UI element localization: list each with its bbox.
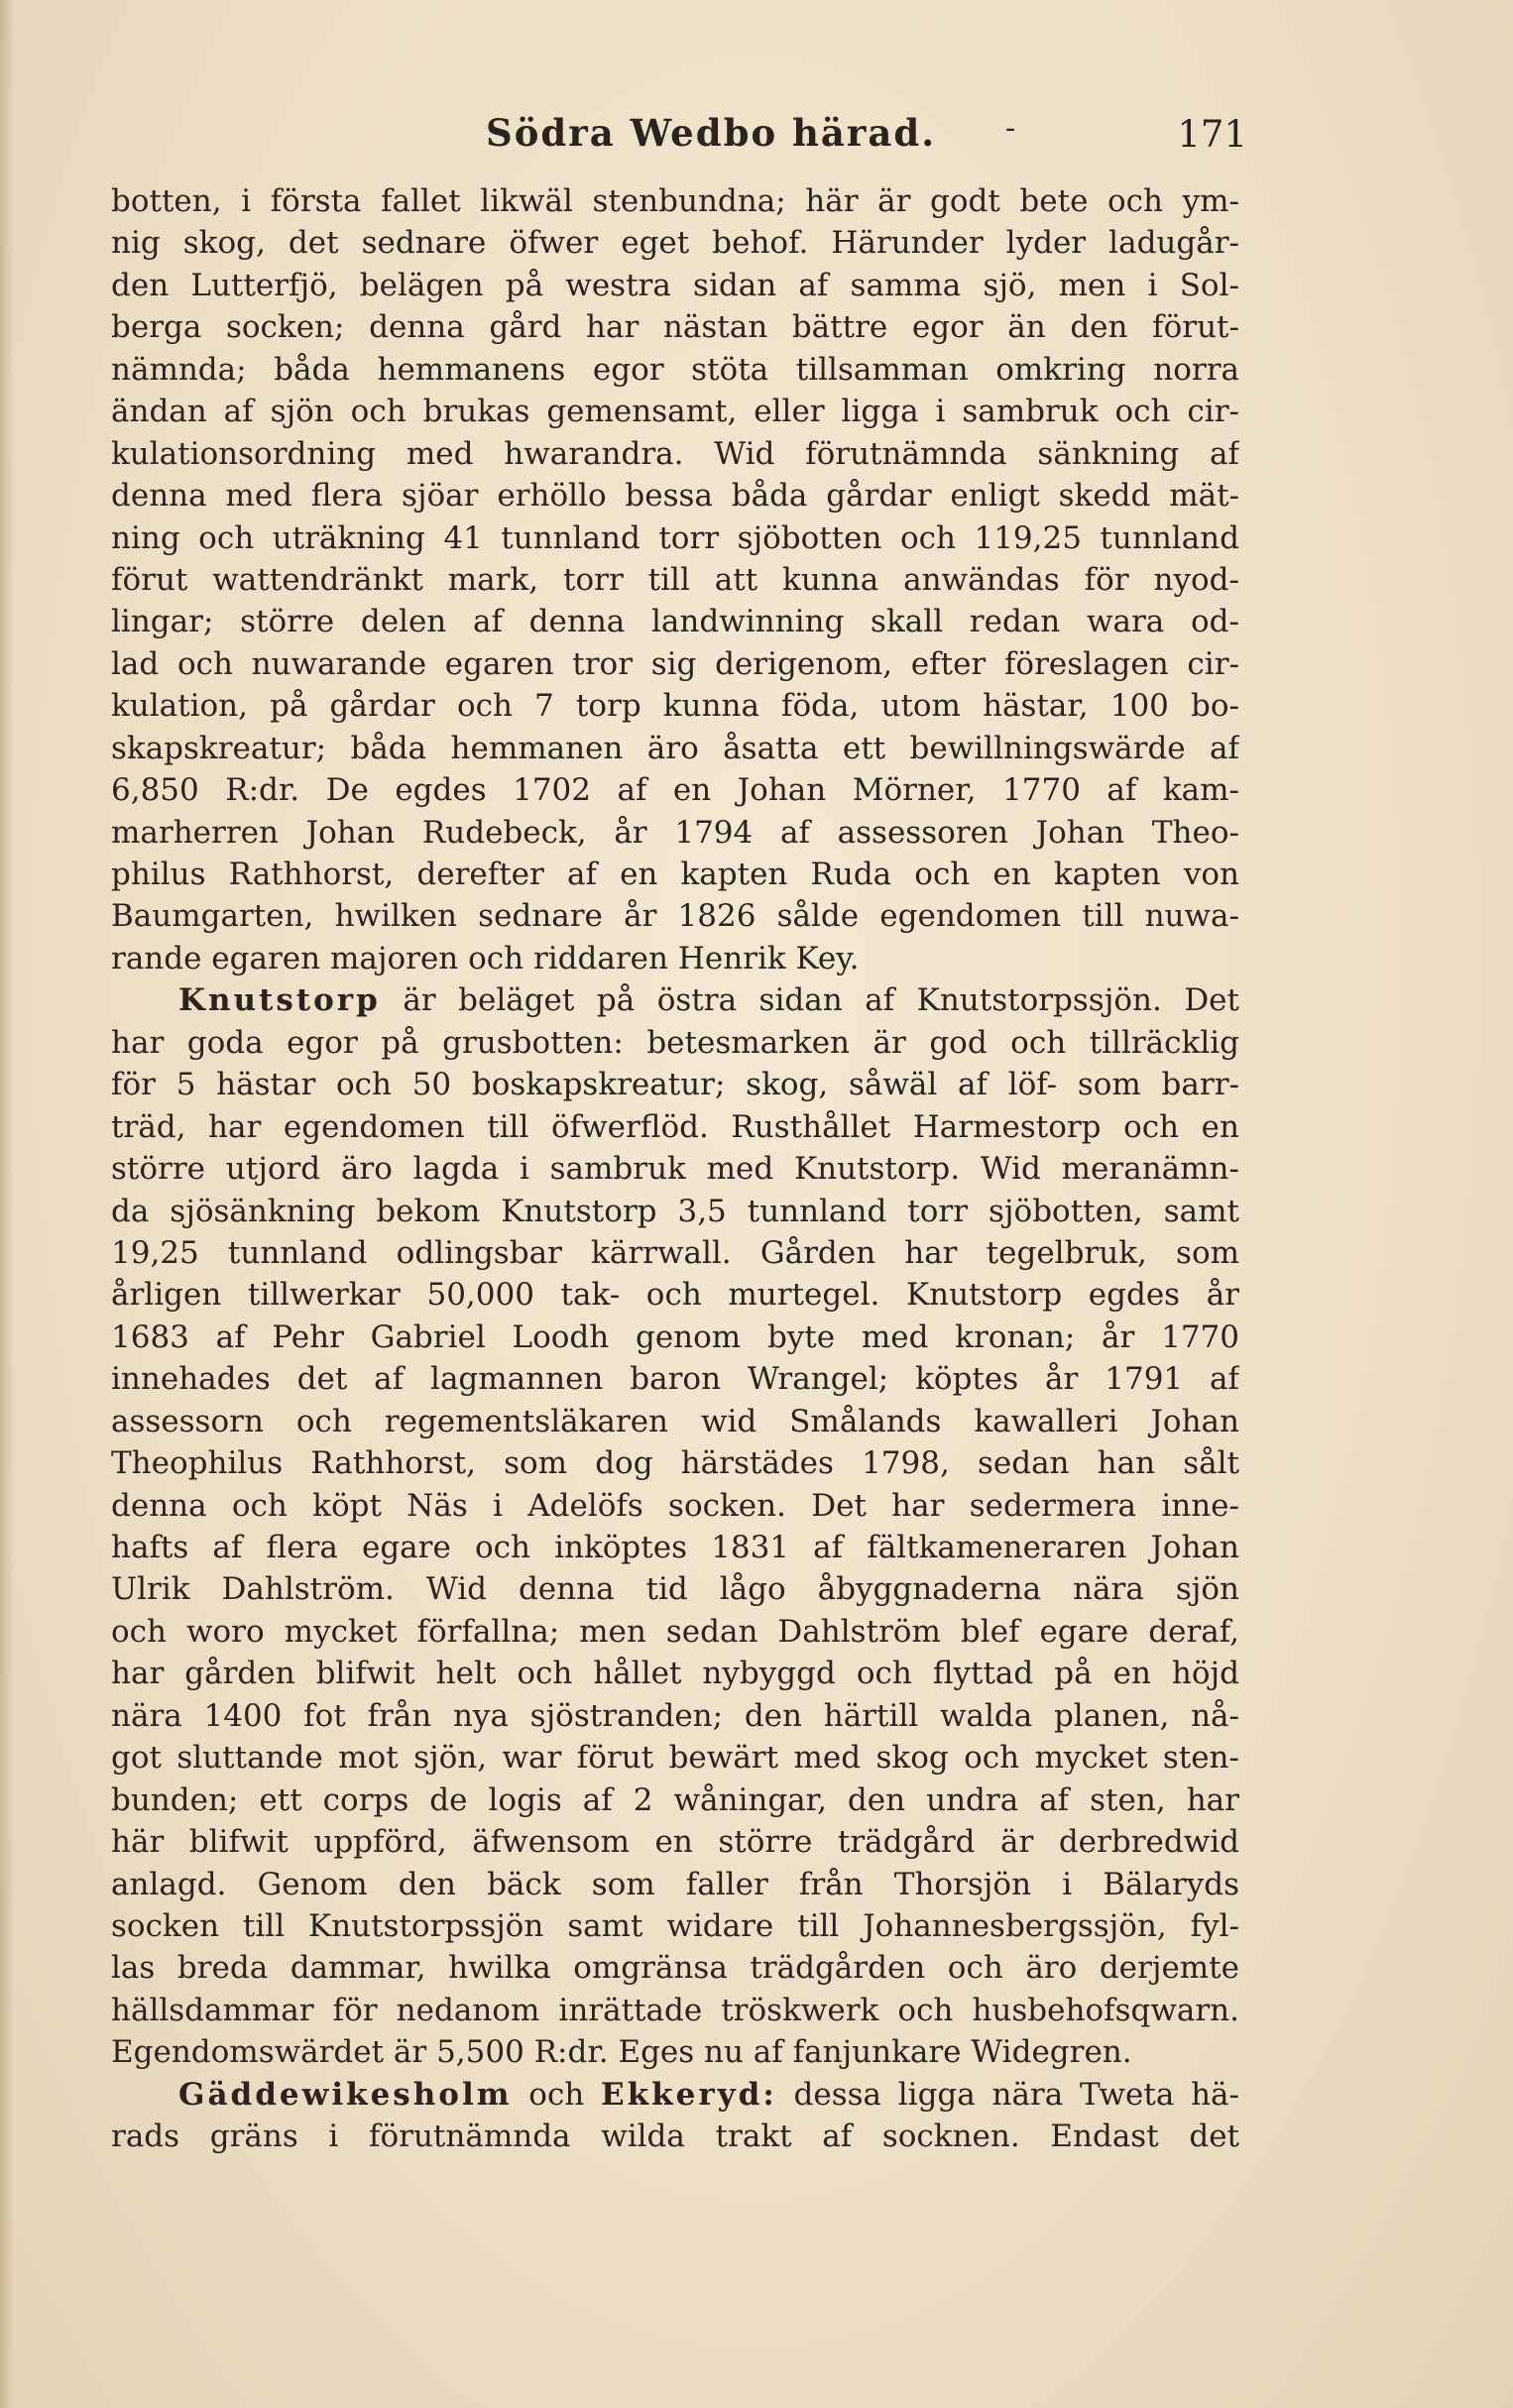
text-line: för 5 hästar och 50 boskapskreatur; skog, såwäl af löf- som barr- bbox=[111, 1067, 1239, 1103]
text-line: botten, i första fallet likwäl stenbundna; här är godt bete och ym- bbox=[111, 183, 1239, 219]
text-line: innehades det af lagmannen baron Wrangel; köptes år 1791 af bbox=[111, 1361, 1239, 1398]
running-head: Södra Wedbo härad. bbox=[486, 111, 937, 155]
text-line: lad och nuwarande egaren tror sig derigenom, efter föreslagen cir- bbox=[111, 645, 1239, 682]
text-line: marherren Johan Rudebeck, år 1794 af assessoren Johan Theo- bbox=[111, 814, 1239, 851]
text-line: nämnda; båda hemmanens egor stöta tillsamman omkring norra bbox=[111, 351, 1239, 388]
text-line: philus Rathhorst, derefter af en kapten Ruda och en kapten von bbox=[111, 857, 1239, 892]
paragraph-first-line bbox=[111, 2074, 1239, 2116]
text-line: 6,850 R:dr. De egdes 1702 af en Johan Mörner, 1770 af kam- bbox=[111, 772, 1239, 809]
text-line: och woro mycket förfallna; men sedan Dahlström blef egare deraf, bbox=[111, 1613, 1239, 1650]
text-line: kulationsordning med hwarandra. Wid förutnämnda sänkning af bbox=[111, 435, 1239, 472]
text-line: lingar; större delen af denna landwinning skall redan wara od- bbox=[111, 604, 1239, 640]
estate-name-ekkeryd: Ekkeryd: bbox=[601, 2076, 777, 2113]
text-run: dessa ligga nära Tweta hä- bbox=[793, 2076, 1239, 2113]
text-line: socken till Knutstorpssjön samt widare till Johannesbergssjön, fyl- bbox=[111, 1907, 1239, 1944]
paragraph-1 bbox=[111, 180, 1239, 979]
text-line: nära 1400 fot från nya sjöstranden; den härtill walda planen, nå- bbox=[111, 1697, 1239, 1734]
text-line: årligen tillwerkar 50,000 tak- och murtegel. Knutstorp egdes år bbox=[111, 1277, 1239, 1314]
paragraph-3 bbox=[111, 2074, 1239, 2158]
text-line: rande egaren majoren och riddaren Henrik Key. bbox=[111, 940, 860, 976]
text-line: den Lutterfjö, belägen på westra sidan af samma sjö, men i Sol- bbox=[111, 267, 1239, 303]
text-line: nig skog, det sednare öfwer eget behof. Härunder lyder ladugår- bbox=[111, 225, 1239, 262]
text-line: anlagd. Genom den bäck som faller från Thorsjön i Bälaryds bbox=[111, 1866, 1239, 1902]
text-line: har gården blifwit helt och hållet nybyggd och flyttad på en höjd bbox=[111, 1656, 1239, 1692]
text-line: denna och köpt Näs i Adelöfs socken. Det har sedermera inne- bbox=[111, 1487, 1239, 1524]
text-line: berga socken; denna gård har nästan bättre egor än den förut- bbox=[111, 309, 1239, 346]
page-edge-shadow bbox=[0, 0, 14, 2408]
text-line: Ulrik Dahlström. Wid denna tid lågo åbyggnaderna nära sjön bbox=[111, 1571, 1239, 1608]
text-line: kulation, på gårdar och 7 torp kunna föda, utom hästar, 100 bo- bbox=[111, 688, 1239, 725]
text-line: större utjord äro lagda i sambruk med Knutstorp. Wid meranämn- bbox=[111, 1151, 1239, 1188]
header-mark: - bbox=[1005, 111, 1016, 146]
text-line: träd, har egendomen till öfwerflöd. Rusthållet Harmestorp och en bbox=[111, 1108, 1239, 1145]
estate-name-knutstorp: Knutstorp bbox=[178, 982, 381, 1019]
text-line: da sjösänkning bekom Knutstorp 3,5 tunnland torr sjöbotten, samt bbox=[111, 1193, 1239, 1229]
body-text bbox=[111, 180, 1239, 2158]
text-line: ning och uträkning 41 tunnland torr sjöbotten och 119,25 tunnland bbox=[111, 519, 1239, 556]
page-header bbox=[109, 111, 1251, 161]
text-line: 19,25 tunnland odlingsbar kärrwall. Gården har tegelbruk, som bbox=[111, 1234, 1239, 1271]
text-line: Egendomswärdet är 5,500 R:dr. Eges nu af fanjunkare Widegren. bbox=[111, 2034, 1132, 2071]
text-line: hafts af flera egare och inköptes 1831 af fältkameneraren Johan bbox=[111, 1530, 1239, 1565]
text-line: Baumgarten, hwilken sednare år 1826 sålde egendomen till nuwa- bbox=[111, 898, 1239, 935]
text-line: Theophilus Rathhorst, som dog härstädes 1798, sedan han sålt bbox=[111, 1445, 1239, 1482]
text-run: är beläget på östra sidan af Knutstorpssjön. Det bbox=[403, 982, 1239, 1019]
text-line: här blifwit uppförd, äfwensom en större trädgård är derbredwid bbox=[111, 1824, 1239, 1861]
text-line: rads gräns i förutnämnda wilda trakt af socknen. Endast det bbox=[111, 2119, 1239, 2155]
text-line: denna med flera sjöar erhöllo bessa båda gårdar enligt skedd mät- bbox=[111, 478, 1239, 515]
text-line: har goda egor på grusbotten: betesmarken är god och tillräcklig bbox=[111, 1024, 1239, 1061]
estate-name-gaddewikesholm: Gäddewikesholm bbox=[178, 2076, 513, 2113]
text-line: 1683 af Pehr Gabriel Loodh genom byte med kronan; år 1770 bbox=[111, 1319, 1239, 1355]
text-line: förut wattendränkt mark, torr till att kunna anwändas för nyod- bbox=[111, 561, 1239, 598]
page-number: 171 bbox=[1177, 113, 1247, 156]
text-run: och bbox=[528, 2076, 585, 2113]
paragraph-first-line bbox=[111, 979, 1239, 1021]
text-line: ändan af sjön och brukas gemensamt, eller ligga i sambruk och cir- bbox=[111, 394, 1239, 430]
text-line: hällsdammar för nedanom inrättade tröskwerk och husbehofsqwarn. bbox=[111, 1992, 1239, 2028]
text-line: got sluttande mot sjön, war förut bewärt med skog och mycket sten- bbox=[111, 1740, 1239, 1777]
text-line: las breda dammar, hwilka omgränsa trädgården och äro derjemte bbox=[111, 1950, 1239, 1987]
paragraph-2 bbox=[111, 979, 1239, 2073]
text-line: bunden; ett corps de logis af 2 wåningar, den undra af sten, har bbox=[111, 1781, 1239, 1818]
text-line: skapskreatur; båda hemmanen äro åsatta ett bewillningswärde af bbox=[111, 730, 1239, 766]
text-line: assessorn och regementsläkaren wid Smålands kawalleri Johan bbox=[111, 1403, 1239, 1439]
